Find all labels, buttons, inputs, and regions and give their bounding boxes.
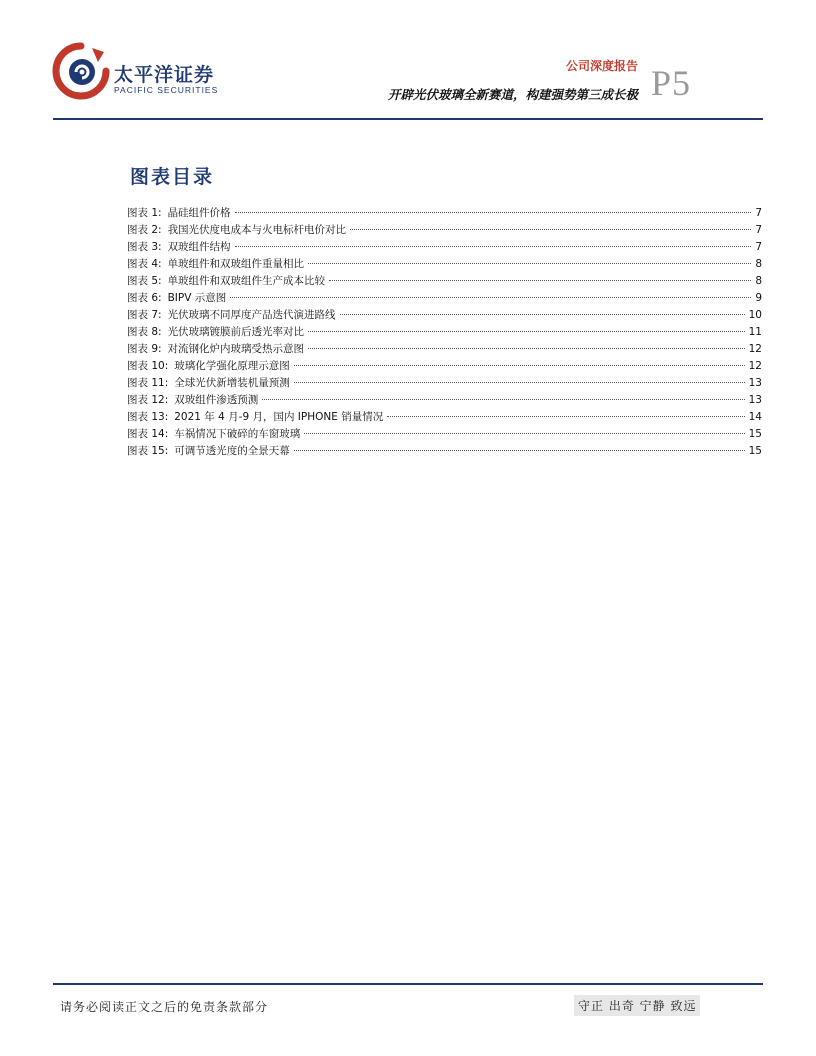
toc-entry-page: 7 <box>755 241 762 253</box>
toc-entry-number: 图表 2: <box>127 224 162 236</box>
toc-leader-dots <box>308 263 751 264</box>
toc-entry-title: 全球光伏新增装机量预测 <box>174 377 290 389</box>
toc-entry[interactable] <box>127 307 762 324</box>
toc-entry[interactable] <box>127 443 762 460</box>
toc-entry-title: 单玻组件和双玻组件重量相比 <box>167 258 305 270</box>
toc-entry-page: 7 <box>755 207 762 219</box>
toc-entry-number: 图表 6: <box>127 292 162 304</box>
toc-entry-number: 图表 10: <box>127 360 169 372</box>
toc-leader-dots <box>308 348 745 349</box>
toc-entry-page: 8 <box>755 258 762 270</box>
toc-entry[interactable] <box>127 409 762 426</box>
logo-chinese-name: 太平洋证券 <box>114 64 215 86</box>
toc-entry-title: 双玻组件渗透预测 <box>174 394 259 406</box>
toc-entry-page: 7 <box>755 224 762 236</box>
toc-leader-dots <box>262 399 744 400</box>
logo-english-name: PACIFIC SECURITIES <box>114 85 219 95</box>
toc-entry-page: 10 <box>748 309 762 321</box>
footer-motto: 守正 出奇 宁静 致远 <box>574 995 700 1016</box>
toc-entry[interactable] <box>127 222 762 239</box>
toc-entry-number: 图表 13: <box>127 411 169 423</box>
toc-entry-page: 13 <box>748 377 762 389</box>
toc-heading: 图表目录 <box>130 166 215 188</box>
toc-entry-page: 8 <box>755 275 762 287</box>
toc-entry-title: 车祸情况下破碎的车窗玻璃 <box>174 428 301 440</box>
toc-entry-page: 13 <box>748 394 762 406</box>
toc-entry-number: 图表 11: <box>127 377 169 389</box>
toc-entry-number: 图表 9: <box>127 343 162 355</box>
toc-leader-dots <box>329 280 751 281</box>
toc-entry[interactable] <box>127 256 762 273</box>
toc-entry[interactable] <box>127 358 762 375</box>
toc-entry-title: 晶硅组件价格 <box>167 207 231 219</box>
toc-entry-page: 15 <box>748 445 762 457</box>
toc-entry-title: BIPV 示意图 <box>167 292 227 304</box>
toc-entry-number: 图表 15: <box>127 445 169 457</box>
toc-entry-page: 12 <box>748 343 762 355</box>
page-marker: P5 <box>651 63 692 103</box>
toc-entry-title: 光伏玻璃不同厚度产品迭代演进路线 <box>167 309 336 321</box>
toc-leader-dots <box>308 331 745 332</box>
toc-leader-dots <box>294 365 745 366</box>
toc-entry[interactable] <box>127 375 762 392</box>
toc-leader-dots <box>350 229 751 230</box>
toc-entry-title: 对流钢化炉内玻璃受热示意图 <box>167 343 305 355</box>
footer-divider <box>53 983 763 985</box>
toc-entry[interactable] <box>127 205 762 222</box>
toc-entry[interactable] <box>127 392 762 409</box>
toc-leader-dots <box>340 314 745 315</box>
report-title: 开辟光伏玻璃全新赛道，构建强势第三成长极 <box>387 87 638 102</box>
toc-entry[interactable] <box>127 239 762 256</box>
company-logo <box>52 40 222 106</box>
report-type-label: 公司深度报告 <box>565 59 638 73</box>
toc-entry-title: 单玻组件和双玻组件生产成本比较 <box>167 275 326 287</box>
toc-entry-number: 图表 1: <box>127 207 162 219</box>
toc-entry-title: 我国光伏度电成本与火电标杆电价对比 <box>167 224 347 236</box>
toc-leader-dots <box>387 416 744 417</box>
toc-entry-number: 图表 3: <box>127 241 162 253</box>
toc-entry-title: 2021 年 4 月-9 月，国内 IPHONE 销量情况 <box>174 411 384 423</box>
footer-disclaimer: 请务必阅读正文之后的免责条款部分 <box>60 1000 269 1014</box>
toc-entry-title: 光伏玻璃镀膜前后透光率对比 <box>167 326 305 338</box>
header-divider <box>53 118 763 120</box>
toc-entry-page: 11 <box>748 326 762 338</box>
toc-leader-dots <box>304 433 744 434</box>
toc-entry[interactable] <box>127 426 762 443</box>
toc-entry[interactable] <box>127 290 762 307</box>
toc-entry-page: 15 <box>748 428 762 440</box>
toc-entry-title: 玻璃化学强化原理示意图 <box>174 360 290 372</box>
toc-entry-number: 图表 8: <box>127 326 162 338</box>
toc-entry-title: 可调节透光度的全景天幕 <box>174 445 290 457</box>
page-header <box>0 0 816 125</box>
toc-entry-title: 双玻组件结构 <box>167 241 231 253</box>
toc-leader-dots <box>235 212 752 213</box>
toc-entry[interactable] <box>127 341 762 358</box>
toc-entry-page: 12 <box>748 360 762 372</box>
pacific-securities-logo-icon <box>52 42 110 100</box>
toc-leader-dots <box>294 382 745 383</box>
toc-entry[interactable] <box>127 324 762 341</box>
toc-leader-dots <box>235 246 752 247</box>
toc-leader-dots <box>294 450 745 451</box>
toc-leader-dots <box>230 297 751 298</box>
table-of-figures <box>127 205 762 460</box>
toc-entry-number: 图表 4: <box>127 258 162 270</box>
toc-entry-page: 14 <box>748 411 762 423</box>
toc-entry-number: 图表 5: <box>127 275 162 287</box>
toc-entry-number: 图表 14: <box>127 428 169 440</box>
toc-entry-number: 图表 7: <box>127 309 162 321</box>
toc-entry-page: 9 <box>755 292 762 304</box>
toc-entry[interactable] <box>127 273 762 290</box>
toc-entry-number: 图表 12: <box>127 394 169 406</box>
